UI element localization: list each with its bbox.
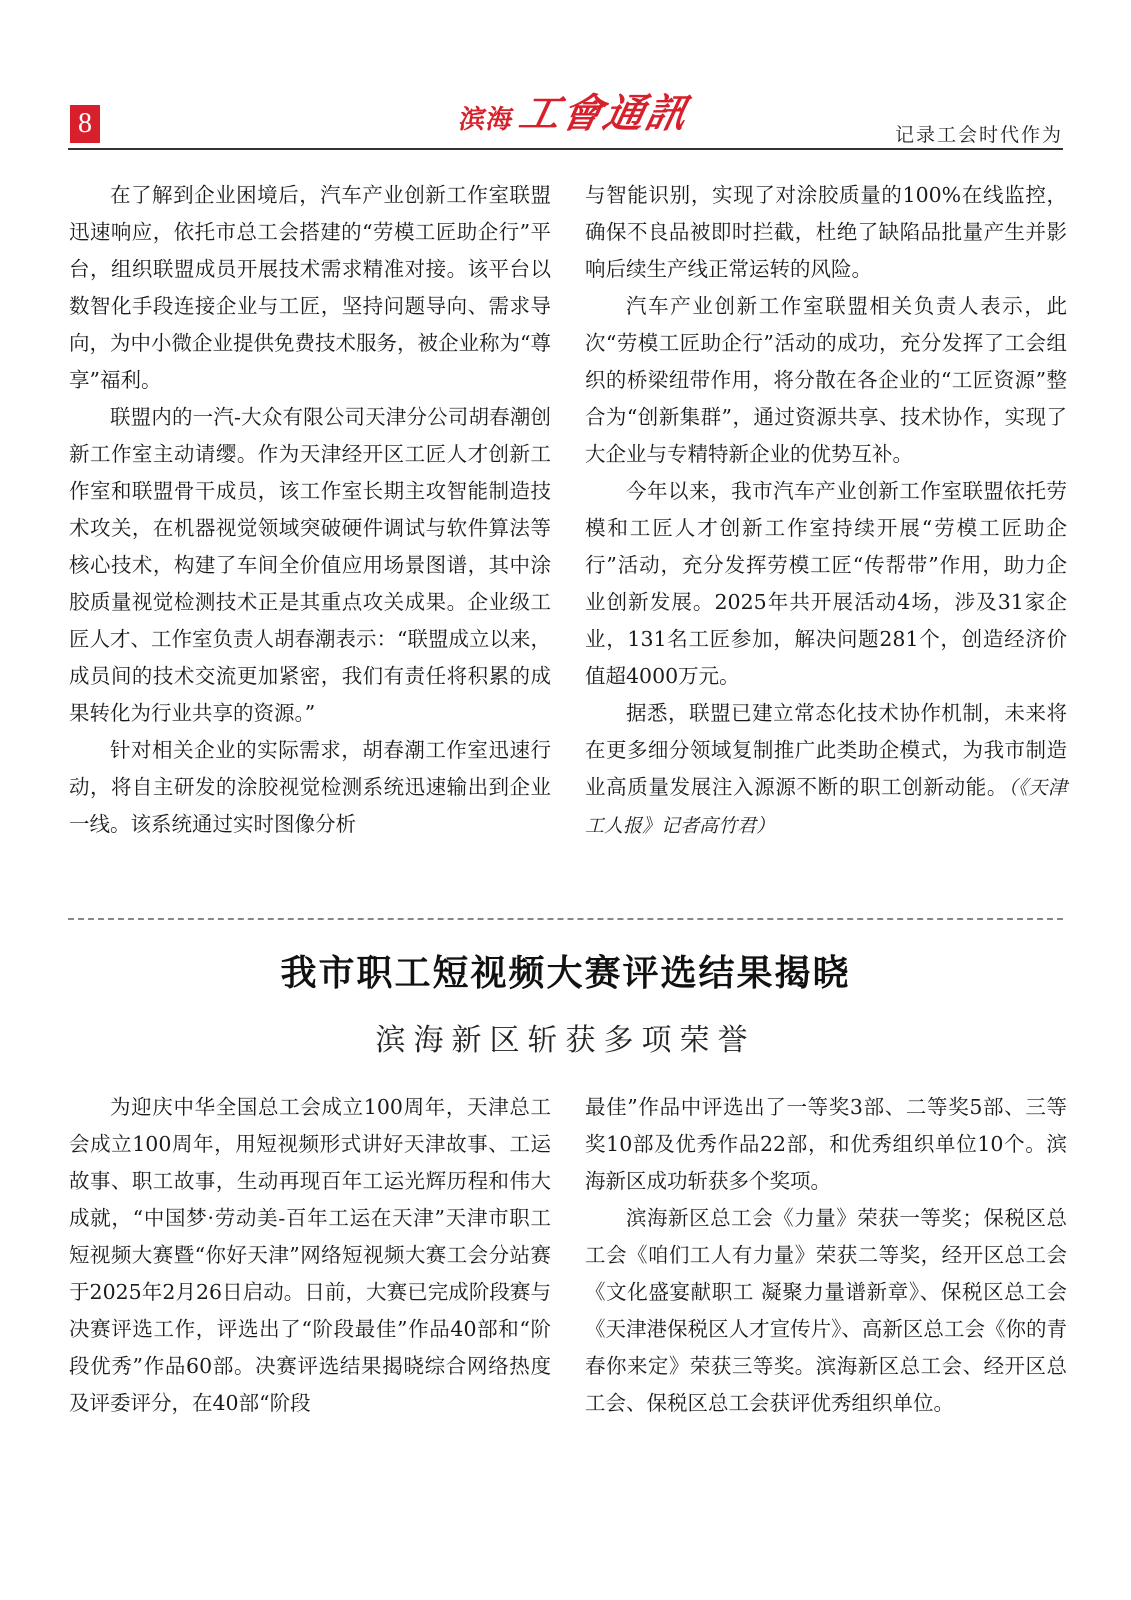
article2-right-column (585, 1089, 1067, 1422)
article1-paragraph (585, 695, 1067, 845)
article1-paragraph-continued: 与智能识别，实现了对涂胶质量的100%在线监控，确保不良品被即时拦截，杜绝了缺陷品批量产生并影响后续生产线正常运转的风险。 (585, 183, 1067, 281)
article1-paragraph: 针对相关企业的实际需求，胡春潮工作室迅速行动，将自主研发的涂胶视觉检测系统迅速输出到企业一线。该系统通过实时图像分析 (69, 738, 551, 836)
article1-paragraph: 汽车产业创新工作室联盟相关负责人表示，此次“劳模工匠助企行”活动的成功，充分发挥了工会组织的桥梁纽带作用，将分散在各企业的“工匠资源”整合为“创新集群”，通过资源共享、技术协作，实现了大企业与专精特新企业的优势互补。 (585, 294, 1067, 466)
article2-subheadline: 滨海新区斩获多项荣誉 (375, 1023, 756, 1058)
article1-right-column (585, 177, 1067, 845)
article1-paragraph: 今年以来，我市汽车产业创新工作室联盟依托劳模和工匠人才创新工作室持续开展“劳模工匠助企行”活动，充分发挥劳模工匠“传帮带”作用，助力企业创新发展。2025年共开展活动4场，涉及31家企业，131名工匠参加，解决问题281个，创造经济价值超4000万元。 (585, 479, 1067, 688)
section-divider (68, 918, 1063, 920)
masthead-logo (456, 86, 694, 137)
masthead-small-text: 滨海 (456, 105, 517, 135)
article1-paragraph: 在了解到企业困境后，汽车产业创新工作室联盟迅速响应，依托市总工会搭建的“劳模工匠助企行”平台，组织联盟成员开展技术需求精准对接。该平台以数智化手段连接企业与工匠，坚持问题导向、需求导向，为中小微企业提供免费技术服务，被企业称为“尊享”福利。 (69, 183, 551, 392)
article2-paragraph: 滨海新区总工会《力量》荣获一等奖；保税区总工会《咱们工人有力量》荣获二等奖，经开区总工会《文化盛宴献职工 凝聚力量谱新章》、保税区总工会《天津港保税区人才宣传片》、高新区总工会《你的青春你来定》荣获三等奖。滨海新区总工会、经开区总工会、保税区总工会获评优秀组织单位。 (585, 1206, 1067, 1415)
article2-paragraph: 为迎庆中华全国总工会成立100周年，天津总工会成立100周年，用短视频形式讲好天津故事、工运故事、职工故事，生动再现百年工运光辉历程和伟大成就，“中国梦·劳动美-百年工运在天津”天津市职工短视频大赛暨“你好天津”网络短视频大赛工会分站赛于2025年2月26日启动。日前，大赛已完成阶段赛与决赛评选工作，评选出了“阶段最佳”作品40部和“阶段优秀”作品60部。决赛评选结果揭晓综合网络热度及评委评分，在40部“阶段 (69, 1095, 551, 1415)
page-number: 8 (70, 105, 100, 143)
article2-left-column (69, 1089, 551, 1422)
article1-paragraph: 联盟内的一汽-大众有限公司天津分公司胡春潮创新工作室主动请缨。作为天津经开区工匠人才创新工作室和联盟骨干成员，该工作室长期主攻智能制造技术攻关，在机器视觉领域突破硬件调试与软件算法等核心技术，构建了车间全价值应用场景图谱，其中涂胶质量视觉检测技术正是其重点攻关成果。企业级工匠人才、工作室负责人胡春潮表示：“联盟成立以来，成员间的技术交流更加紧密，我们有责任将积累的成果转化为行业共享的资源。” (69, 405, 551, 725)
header-divider (68, 148, 1063, 150)
article1-final-text: 据悉，联盟已建立常态化技术协作机制，未来将在更多细分领域复制推广此类助企模式，为我市制造业高质量发展注入源源不断的职工创新动能。 (585, 701, 1067, 799)
article1-left-column (69, 177, 551, 843)
article2-headline: 我市职工短视频大赛评选结果揭晓 (280, 953, 851, 994)
article2-paragraph-continued: 最佳”作品中评选出了一等奖3部、二等奖5部、三等奖10部及优秀作品22部，和优秀组织单位10个。滨海新区成功斩获多个奖项。 (585, 1095, 1067, 1193)
header-tagline: 记录工会时代作为 (894, 124, 1063, 146)
masthead-big-text: 工會通訊 (515, 90, 694, 137)
article1-byline: （《天津工人报》记者高竹君） (585, 777, 1067, 837)
